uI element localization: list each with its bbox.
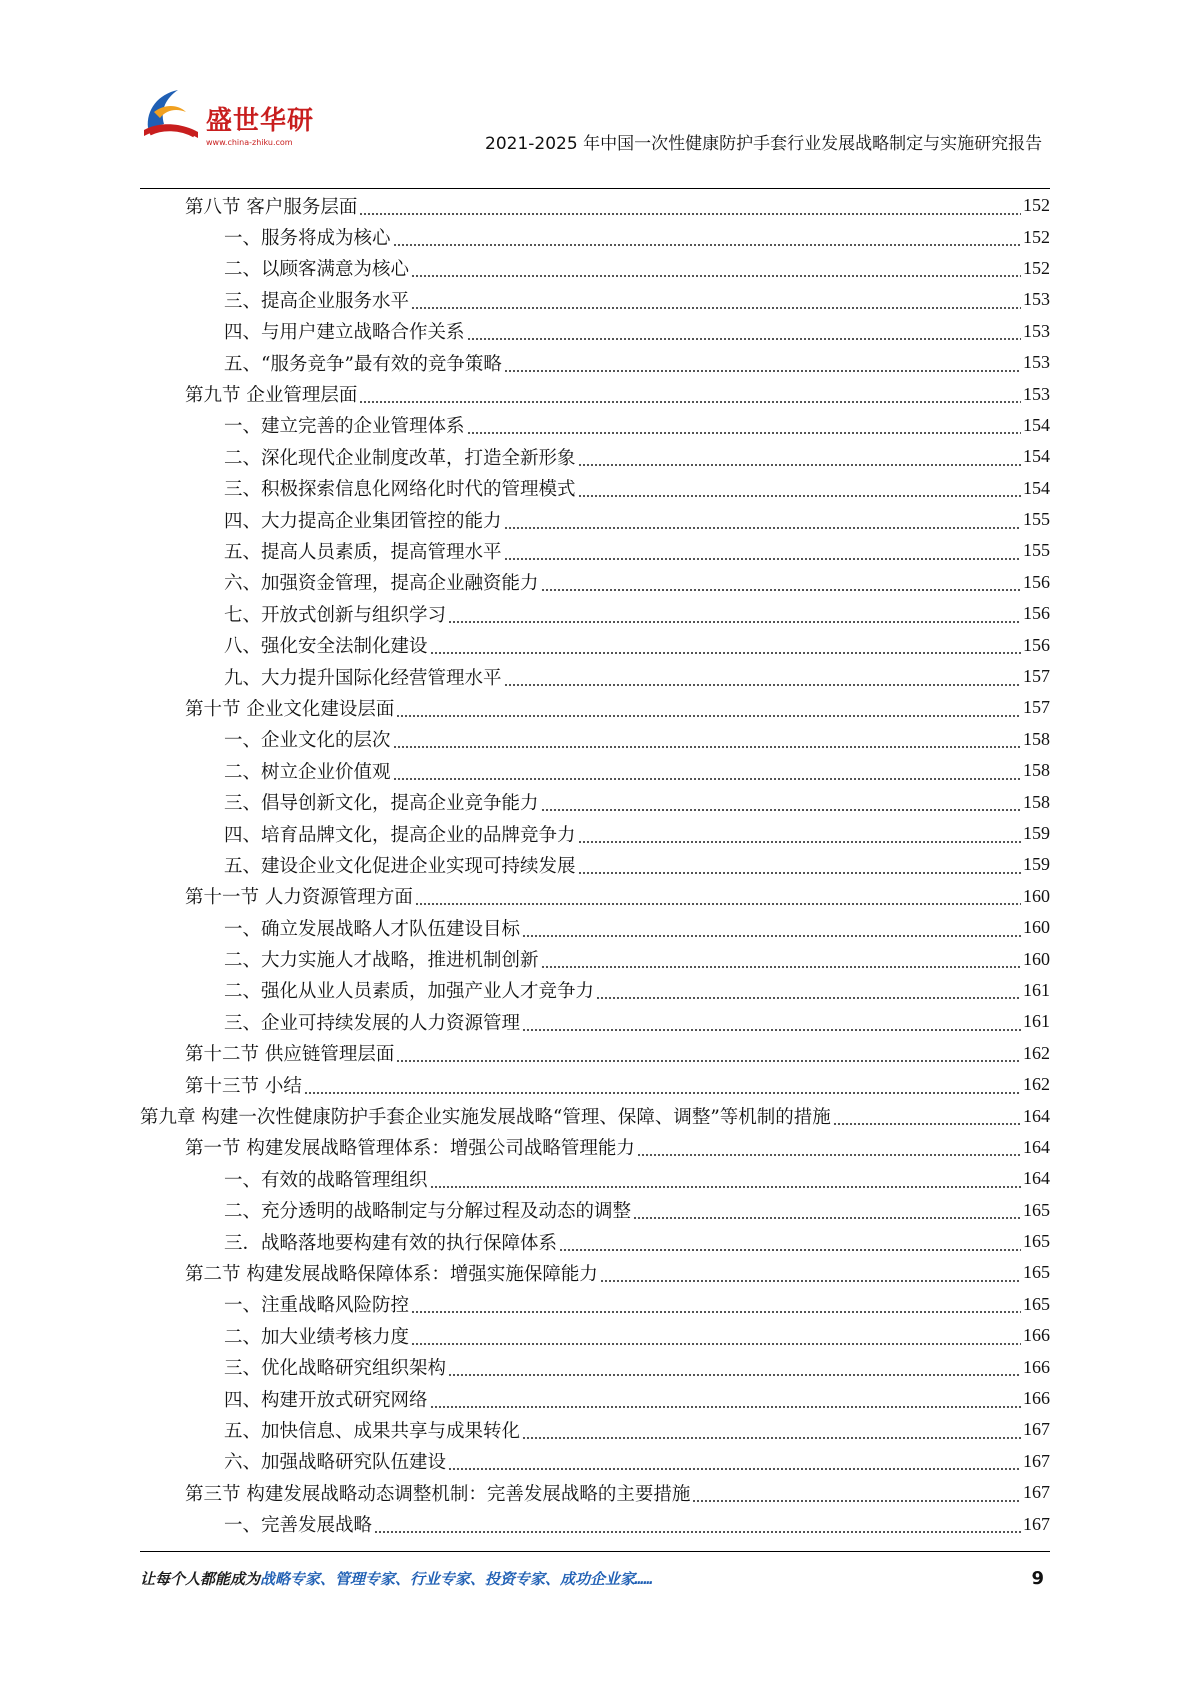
toc-leader-dots [541, 952, 1021, 970]
toc-subsection-entry[interactable] [140, 347, 1050, 378]
toc-entry-title: 三、倡导创新文化，提高企业竞争能力 [224, 793, 539, 815]
toc-subsection-entry[interactable] [140, 253, 1050, 284]
toc-subsection-entry[interactable] [140, 1414, 1050, 1445]
toc-page-number: 160 [1023, 948, 1050, 969]
toc-entry-title: 四、构建开放式研究网络 [224, 1389, 428, 1411]
toc-page-number: 165 [1023, 1262, 1050, 1283]
toc-page-number: 158 [1023, 728, 1050, 749]
toc-subsection-entry[interactable] [140, 1383, 1050, 1414]
toc-leader-dots [504, 513, 1021, 531]
toc-page-number: 152 [1023, 226, 1050, 247]
toc-leader-dots [578, 481, 1021, 499]
toc-page-number: 165 [1023, 1293, 1050, 1314]
toc-entry-title: 三、积极探索信息化网络化时代的管理模式 [224, 479, 576, 501]
toc-entry-title: 第十一节 人力资源管理方面 [185, 887, 413, 909]
toc-entry-title: 第十三节 小结 [185, 1075, 302, 1097]
toc-entry-title: 五、“服务竞争”最有效的竞争策略 [224, 353, 502, 375]
toc-leader-dots [578, 858, 1021, 876]
toc-leader-dots [359, 387, 1021, 405]
toc-leader-dots [374, 1517, 1021, 1535]
toc-leader-dots [522, 1015, 1021, 1033]
toc-page-number: 166 [1023, 1325, 1050, 1346]
toc-page-number: 161 [1023, 1011, 1050, 1032]
toc-entry-title: 三、提高企业服务水平 [224, 290, 410, 312]
toc-entry-title: 四、与用户建立战略合作关系 [224, 322, 465, 344]
toc-page-number: 153 [1023, 320, 1050, 341]
toc-leader-dots [448, 1454, 1021, 1472]
toc-leader-dots [448, 1360, 1021, 1378]
toc-subsection-entry[interactable] [140, 598, 1050, 629]
toc-page-number: 155 [1023, 540, 1050, 561]
toc-entry-title: 第十二节 供应链管理层面 [185, 1044, 395, 1066]
toc-page-number: 165 [1023, 1199, 1050, 1220]
toc-page-number: 154 [1023, 477, 1050, 498]
toc-page-number: 162 [1023, 1042, 1050, 1063]
toc-entry-title: 三．战略落地要构建有效的执行保障体系 [224, 1232, 558, 1254]
toc-page-number: 166 [1023, 1356, 1050, 1377]
toc-leader-dots [393, 764, 1021, 782]
toc-page-number: 156 [1023, 603, 1050, 624]
toc-entry-title: 一、注重战略风险防控 [224, 1295, 410, 1317]
toc-page-number: 152 [1023, 257, 1050, 278]
toc-leader-dots [504, 544, 1021, 562]
toc-section-entry[interactable] [140, 190, 1050, 221]
toc-leader-dots [393, 732, 1021, 750]
toc-leader-dots [304, 1078, 1021, 1096]
toc-leader-dots [633, 1203, 1021, 1221]
toc-entry-title: 四、大力提高企业集团管控的能力 [224, 510, 502, 532]
toc-leader-dots [596, 983, 1021, 1001]
toc-entry-title: 二、深化现代企业制度改革，打造全新形象 [224, 447, 576, 469]
page-header [140, 70, 1050, 190]
toc-subsection-entry[interactable] [140, 818, 1050, 849]
toc-leader-dots [411, 293, 1021, 311]
toc-leader-dots [411, 1297, 1021, 1315]
toc-leader-dots [541, 575, 1021, 593]
toc-entry-title: 七、开放式创新与组织学习 [224, 604, 447, 626]
toc-section-entry[interactable] [140, 1069, 1050, 1100]
toc-leader-dots [396, 701, 1021, 719]
toc-chapter-entry[interactable] [140, 1100, 1050, 1131]
toc-section-entry[interactable] [140, 881, 1050, 912]
toc-entry-title: 六、加强资金管理，提高企业融资能力 [224, 573, 539, 595]
toc-entry-title: 第八节 客户服务层面 [185, 196, 358, 218]
toc-leader-dots [430, 1392, 1021, 1410]
toc-page-number: 157 [1023, 666, 1050, 687]
toc-subsection-entry[interactable] [140, 1289, 1050, 1320]
toc-subsection-entry[interactable] [140, 1006, 1050, 1037]
footer-rule [140, 1551, 1050, 1552]
toc-leader-dots [522, 1423, 1021, 1441]
toc-leader-dots [578, 827, 1021, 845]
toc-leader-dots [504, 356, 1021, 374]
toc-subsection-entry[interactable] [140, 724, 1050, 755]
toc-subsection-entry[interactable] [140, 410, 1050, 441]
toc-entry-title: 一、企业文化的层次 [224, 730, 391, 752]
toc-entry-title: 第三节 构建发展战略动态调整机制：完善发展战略的主要措施 [185, 1483, 691, 1505]
toc-subsection-entry[interactable] [140, 473, 1050, 504]
toc-entry-title: 一、完善发展战略 [224, 1515, 373, 1537]
toc-page-number: 158 [1023, 760, 1050, 781]
toc-page-number: 162 [1023, 1074, 1050, 1095]
toc-page-number: 167 [1023, 1450, 1050, 1471]
toc-page-number: 167 [1023, 1513, 1050, 1534]
table-of-contents [140, 190, 1050, 1540]
toc-entry-title: 第二节 构建发展战略保障体系：增强实施保障能力 [185, 1263, 598, 1285]
toc-subsection-entry[interactable] [140, 1446, 1050, 1477]
toc-page-number: 160 [1023, 917, 1050, 938]
toc-entry-title: 二、充分透明的战略制定与分解过程及动态的调整 [224, 1201, 632, 1223]
toc-subsection-entry[interactable] [140, 441, 1050, 472]
toc-entry-title: 四、培育品牌文化，提高企业的品牌竞争力 [224, 824, 576, 846]
toc-section-entry[interactable] [140, 692, 1050, 723]
toc-subsection-entry[interactable] [140, 912, 1050, 943]
toc-subsection-entry[interactable] [140, 629, 1050, 660]
toc-leader-dots [396, 1046, 1021, 1064]
toc-subsection-entry[interactable] [140, 786, 1050, 817]
toc-entry-title: 第一节 构建发展战略管理体系：增强公司战略管理能力 [185, 1138, 635, 1160]
toc-page-number: 161 [1023, 979, 1050, 1000]
toc-page-number: 160 [1023, 885, 1050, 906]
toc-leader-dots [692, 1486, 1021, 1504]
toc-entry-title: 二、树立企业价值观 [224, 761, 391, 783]
toc-leader-dots [411, 261, 1021, 279]
toc-page-number: 159 [1023, 854, 1050, 875]
toc-page-number: 153 [1023, 289, 1050, 310]
toc-leader-dots [637, 1140, 1021, 1158]
toc-leader-dots [541, 795, 1021, 813]
footer-slogan-highlight: 战略专家、管理专家、行业专家、投资专家、成功企业家…… [260, 1570, 654, 1588]
logo-name: 盛世华研 [206, 106, 315, 136]
toc-subsection-entry[interactable] [140, 221, 1050, 252]
toc-leader-dots [393, 230, 1021, 248]
toc-page-number: 165 [1023, 1231, 1050, 1252]
report-title: 2021-2025 年中国一次性健康防护手套行业发展战略制定与实施研究报告 [485, 134, 1043, 154]
toc-leader-dots [415, 889, 1021, 907]
toc-entry-title: 五、建设企业文化促进企业实现可持续发展 [224, 855, 576, 877]
toc-page-number: 164 [1023, 1105, 1050, 1126]
toc-section-entry[interactable] [140, 378, 1050, 409]
toc-entry-title: 二、强化从业人员素质，加强产业人才竞争力 [224, 981, 595, 1003]
header-rule [140, 188, 1050, 189]
toc-page-number: 152 [1023, 195, 1050, 216]
toc-subsection-entry[interactable] [140, 1508, 1050, 1539]
toc-subsection-entry[interactable] [140, 535, 1050, 566]
toc-page-number: 153 [1023, 383, 1050, 404]
toc-subsection-entry[interactable] [140, 284, 1050, 315]
toc-subsection-entry[interactable] [140, 1351, 1050, 1382]
toc-leader-dots [578, 450, 1021, 468]
toc-entry-title: 三、优化战略研究组织架构 [224, 1358, 447, 1380]
page-footer [140, 1568, 1050, 1598]
toc-page-number: 164 [1023, 1136, 1050, 1157]
toc-leader-dots [600, 1266, 1021, 1284]
toc-leader-dots [448, 607, 1021, 625]
toc-entry-title: 第十节 企业文化建设层面 [185, 698, 395, 720]
toc-subsection-entry[interactable] [140, 567, 1050, 598]
toc-entry-title: 九、大力提升国际化经营管理水平 [224, 667, 502, 689]
toc-leader-dots [359, 199, 1021, 217]
toc-leader-dots [467, 324, 1021, 342]
toc-entry-title: 二、大力实施人才战略，推进机制创新 [224, 950, 539, 972]
toc-subsection-entry[interactable] [140, 755, 1050, 786]
toc-subsection-entry[interactable] [140, 661, 1050, 692]
toc-leader-dots [411, 1329, 1021, 1347]
toc-page-number: 167 [1023, 1419, 1050, 1440]
page-number: 9 [1031, 1568, 1044, 1589]
toc-entry-title: 一、建立完善的企业管理体系 [224, 416, 465, 438]
toc-subsection-entry[interactable] [140, 975, 1050, 1006]
toc-page-number: 156 [1023, 634, 1050, 655]
toc-entry-title: 八、强化安全法制化建设 [224, 636, 428, 658]
toc-leader-dots [559, 1235, 1021, 1253]
toc-entry-title: 一、有效的战略管理组织 [224, 1169, 428, 1191]
toc-section-entry[interactable] [140, 1038, 1050, 1069]
toc-subsection-entry[interactable] [140, 849, 1050, 880]
toc-section-entry[interactable] [140, 1477, 1050, 1508]
toc-leader-dots [467, 418, 1021, 436]
toc-subsection-entry[interactable] [140, 1226, 1050, 1257]
toc-entry-title: 五、加快信息、成果共享与成果转化 [224, 1420, 521, 1442]
toc-page-number: 158 [1023, 791, 1050, 812]
toc-page-number: 159 [1023, 823, 1050, 843]
toc-page-number: 164 [1023, 1168, 1050, 1189]
toc-leader-dots [430, 1172, 1021, 1190]
toc-page-number: 157 [1023, 697, 1050, 718]
toc-entry-title: 一、确立发展战略人才队伍建设目标 [224, 918, 521, 940]
toc-entry-title: 六、加强战略研究队伍建设 [224, 1452, 447, 1474]
toc-page-number: 153 [1023, 352, 1050, 373]
logo-url: www.china-zhiku.com [206, 138, 293, 147]
toc-page-number: 154 [1023, 446, 1050, 467]
toc-subsection-entry[interactable] [140, 1320, 1050, 1351]
toc-subsection-entry[interactable] [140, 1163, 1050, 1194]
toc-leader-dots [522, 921, 1021, 939]
toc-entry-title: 二、加大业绩考核力度 [224, 1326, 410, 1348]
toc-entry-title: 五、提高人员素质，提高管理水平 [224, 541, 502, 563]
toc-subsection-entry[interactable] [140, 316, 1050, 347]
toc-leader-dots [504, 670, 1021, 688]
toc-section-entry[interactable] [140, 1132, 1050, 1163]
toc-page-number: 156 [1023, 571, 1050, 592]
toc-page-number: 155 [1023, 509, 1050, 530]
toc-page-number: 167 [1023, 1482, 1050, 1503]
toc-subsection-entry[interactable] [140, 943, 1050, 974]
toc-leader-dots [833, 1109, 1021, 1127]
toc-entry-title: 第九节 企业管理层面 [185, 385, 358, 407]
toc-entry-title: 一、服务将成为核心 [224, 228, 391, 250]
toc-section-entry[interactable] [140, 1257, 1050, 1288]
toc-leader-dots [430, 638, 1021, 656]
footer-slogan-prefix: 让每个人都能成为 [140, 1570, 261, 1588]
toc-entry-title: 三、企业可持续发展的人力资源管理 [224, 1012, 521, 1034]
toc-entry-title: 第九章 构建一次性健康防护手套企业实施发展战略“管理、保障、调整”等机制的措施 [140, 1107, 831, 1129]
toc-subsection-entry[interactable] [140, 1195, 1050, 1226]
toc-subsection-entry[interactable] [140, 504, 1050, 535]
toc-entry-title: 二、以顾客满意为核心 [224, 259, 410, 281]
toc-page-number: 154 [1023, 414, 1050, 435]
toc-page-number: 166 [1023, 1388, 1050, 1409]
